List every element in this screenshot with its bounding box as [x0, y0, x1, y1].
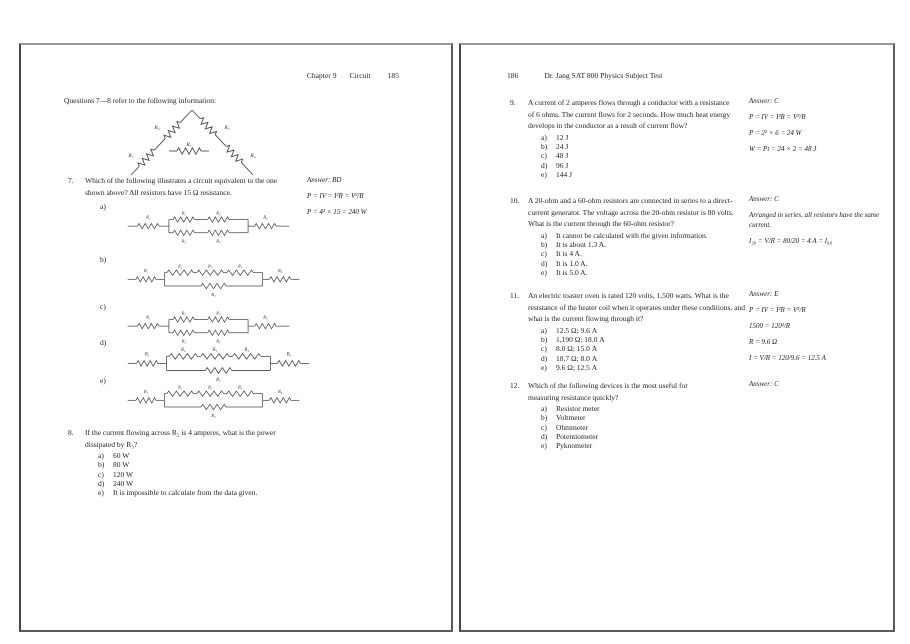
svg-text:R₂: R₂ [180, 348, 186, 354]
option-text: Resistor meter [556, 404, 600, 414]
option-text: Pyknometer [556, 441, 593, 451]
question-text: An electric toaster oven is rated 120 volts, 1,500 watts. What is the resistance of the heater coil when it operates under these conditions, and what is the current flowing through it? [528, 291, 746, 324]
svg-text:R₅: R₅ [211, 412, 216, 418]
option-row [528, 161, 734, 170]
svg-text:R₃: R₃ [207, 384, 213, 390]
option-row [85, 479, 295, 488]
option-letter: b) [541, 335, 548, 345]
option-row [528, 423, 718, 432]
question-text: Which of the following illustrates a circuit equivalent to the one shown above? All resistors have 15 Ω resistance. [85, 176, 278, 197]
circuit-option-b [126, 261, 301, 298]
answer-label: Answer: C [749, 97, 779, 105]
question-text: A 20-ohm and a 60-ohm resistors are connected in series to a direct-current generator. The voltage across the 20-ohm resistor is 80 volts. What is the current through the 60-ohm resistor? [528, 196, 734, 229]
triangle-circuit-figure [117, 105, 267, 183]
option-letter: d) [541, 432, 548, 442]
option-letter-d: d) [100, 338, 107, 347]
svg-text:R₃: R₃ [207, 263, 213, 269]
circuit-option-e [126, 382, 301, 419]
option-letter: a) [541, 325, 547, 335]
answer-q12 [749, 380, 891, 390]
answer-line: Arranged in series, all resistors have the same current. [749, 211, 880, 229]
question-number: 8. [68, 428, 74, 437]
option-row [528, 363, 752, 372]
option-letter-a: a) [100, 202, 106, 211]
svg-text:R₆: R₆ [286, 352, 292, 358]
option-row [528, 240, 736, 249]
option-letter: c) [541, 422, 547, 432]
option-text: It is 4 A. [556, 249, 582, 259]
svg-text:R₂: R₂ [154, 125, 160, 131]
option-letter-b: b) [100, 255, 107, 264]
answer-label: Answer: C [749, 195, 779, 203]
option-letter: a) [541, 404, 547, 414]
section-label: Circuit [349, 71, 371, 80]
option-text: It is 1.0 A. [556, 258, 588, 268]
answer-work [307, 192, 449, 218]
option-text: 8.0 Ω; 15.0 A [556, 344, 598, 354]
svg-text:R₆: R₆ [277, 388, 283, 394]
answer-work [749, 113, 891, 155]
circuit-option-a [126, 208, 291, 244]
option-row [528, 231, 736, 240]
option-row [85, 451, 295, 460]
option-text: Voltmeter [556, 413, 586, 423]
answer-line: P = IV = I²R = V²/R [749, 306, 806, 314]
option-letter: e) [541, 169, 547, 179]
option-row [528, 249, 736, 258]
page-number: 185 [387, 71, 399, 80]
answer-q9 [749, 97, 891, 155]
question-text: Which of the following devices is the most useful for measuring resistance quickly? [528, 381, 688, 402]
option-row [85, 470, 295, 479]
svg-text:R₅: R₅ [216, 238, 221, 244]
svg-text:R₁: R₁ [143, 267, 149, 273]
svg-text:R₂: R₂ [177, 263, 183, 269]
options-list [528, 231, 736, 277]
option-letter: c) [541, 151, 547, 161]
option-letter: c) [541, 249, 547, 259]
option-letter: b) [98, 460, 105, 470]
option-letter: b) [541, 142, 548, 152]
right-page-header [507, 71, 662, 80]
option-text: 120 W [113, 469, 134, 479]
left-page [19, 43, 453, 632]
svg-text:R₆: R₆ [263, 214, 268, 220]
answer-line: W = Pt = 24 × 2 = 48 J [749, 145, 817, 153]
left-page-header [307, 71, 399, 80]
answer-line: P = 4² × 15 = 240 W [307, 208, 367, 216]
circuit-option-d [126, 344, 311, 383]
options-list [528, 404, 718, 450]
right-page [459, 43, 895, 632]
option-letter: c) [98, 469, 104, 479]
option-text: Potentiometer [556, 432, 599, 442]
option-text: 96 J [556, 160, 569, 170]
option-text: 144 J [556, 169, 573, 179]
option-letter: e) [541, 267, 547, 277]
answer-line: R = 9.6 Ω [749, 338, 778, 346]
question-9 [510, 97, 734, 179]
answer-label: Answer: BD [307, 176, 342, 184]
page-number: 186 [507, 71, 519, 80]
option-row [528, 441, 718, 450]
option-row [528, 268, 736, 277]
svg-text:R₄: R₄ [250, 153, 256, 159]
questions-intro: Questions 7—8 refer to the following information: [64, 96, 217, 105]
question-text: A current of 2 amperes flows through a conductor with a resistance of 6 ohms. The current flows for 2 seconds. How much heat energy develops in the conductor as a result of current flow? [528, 98, 731, 131]
svg-text:R₆: R₆ [277, 267, 283, 273]
question-10 [510, 195, 736, 277]
svg-text:R₄: R₄ [237, 384, 243, 390]
svg-text:R₅: R₅ [216, 338, 221, 344]
svg-text:R₃: R₃ [224, 125, 230, 131]
option-letter: a) [98, 451, 104, 461]
question-number: 7. [68, 176, 74, 185]
option-row [528, 326, 752, 335]
option-letter: b) [541, 413, 548, 423]
svg-text:R₂: R₂ [177, 384, 183, 390]
option-letter: d) [98, 479, 105, 489]
option-row [528, 259, 736, 268]
svg-text:R₁: R₁ [143, 388, 149, 394]
option-row [528, 151, 734, 160]
answer-q10 [749, 195, 891, 246]
option-text: 1,190 Ω; 18.0 A [556, 335, 605, 345]
option-row [528, 354, 752, 363]
option-row [528, 133, 734, 142]
answer-line: I = V/R = 120/9.6 = 12.5 A [749, 354, 826, 362]
svg-text:R₂: R₂ [181, 310, 186, 316]
option-row [528, 170, 734, 179]
answer-line: P = 2² × 6 = 24 W [749, 129, 802, 137]
question-12 [510, 380, 718, 451]
option-row [528, 413, 718, 422]
svg-text:R₄: R₄ [181, 238, 186, 244]
svg-text:R₁: R₁ [146, 314, 151, 320]
answer-line: P = IV = I²R = V²/R [307, 192, 364, 200]
svg-text:R₃: R₃ [216, 310, 221, 316]
option-text: It cannot be calculated with the given information. [556, 230, 708, 240]
answer-q11 [749, 290, 891, 364]
answer-line: P = IV = I²R = V²/R [749, 113, 806, 121]
answer-work [749, 306, 891, 364]
option-row [85, 460, 295, 469]
option-row [528, 432, 718, 441]
svg-text:R₂: R₂ [181, 210, 186, 216]
svg-text:R₄: R₄ [244, 348, 250, 354]
option-text: 60 W [113, 451, 130, 461]
circuit-option-c [126, 308, 291, 344]
option-text: 18.7 Ω; 8.0 A [556, 353, 598, 363]
option-text: It is impossible to calculate from the data given. [113, 488, 258, 498]
option-letter: d) [541, 258, 548, 268]
option-letter: d) [541, 160, 548, 170]
option-text: 48 J [556, 151, 569, 161]
question-8 [68, 427, 295, 498]
option-text: 9.6 Ω; 12.5 A [556, 362, 598, 372]
svg-text:R₁: R₁ [128, 153, 134, 159]
svg-text:R₅: R₅ [216, 377, 221, 383]
answer-line: 1500 = 120²/R [749, 322, 791, 330]
svg-text:R₃: R₃ [216, 210, 221, 216]
svg-text:R₁: R₁ [146, 214, 151, 220]
option-text: 12.5 Ω; 9.6 A [556, 325, 598, 335]
svg-text:R₄: R₄ [237, 263, 243, 269]
option-letter: a) [541, 132, 547, 142]
option-letter: c) [541, 344, 547, 354]
option-row [528, 344, 752, 353]
answer-label: Answer: C [749, 380, 779, 388]
option-letter: e) [541, 441, 547, 451]
option-letter: a) [541, 230, 547, 240]
option-letter-e: e) [100, 376, 106, 385]
question-number: 11. [510, 291, 520, 300]
option-letter-c: c) [100, 302, 106, 311]
option-text: It is about 1.3 A. [556, 240, 606, 250]
question-text: If the current flowing across R₂ is 4 amperes, what is the power dissipated by R₃? [85, 428, 276, 449]
question-number: 9. [510, 98, 516, 107]
svg-text:R₃: R₃ [212, 348, 218, 354]
option-row [85, 488, 295, 497]
options-list [528, 326, 752, 372]
book-title: Dr. Jang SAT 800 Physics Subject Test [544, 71, 663, 80]
question-11 [510, 290, 752, 372]
question-number: 12. [510, 381, 520, 390]
option-letter: b) [541, 240, 548, 250]
answer-line: I₂₀ = V/R = 80/20 = 4 A = I₆₀ [749, 236, 833, 245]
options-list [528, 133, 734, 179]
option-row [528, 404, 718, 413]
option-row [528, 142, 734, 151]
answer-label: Answer: E [749, 290, 779, 298]
svg-text:R₆: R₆ [263, 314, 268, 320]
option-text: 80 W [113, 460, 130, 470]
svg-text:R₅: R₅ [186, 142, 192, 148]
option-text: 240 W [113, 479, 134, 489]
svg-text:R₁: R₁ [144, 352, 150, 358]
option-text: It is 5.0 A. [556, 267, 588, 277]
option-text: Ohmmeter [556, 422, 589, 432]
chapter-label: Chapter 9 [306, 71, 337, 80]
option-row [528, 335, 752, 344]
svg-text:R₅: R₅ [211, 291, 216, 297]
options-list [85, 451, 295, 497]
question-number: 10. [510, 196, 520, 205]
answer-work [749, 211, 891, 246]
option-letter: e) [541, 362, 547, 372]
answer-q7 [307, 176, 449, 218]
option-text: 12 J [556, 132, 569, 142]
question-7 [68, 175, 297, 198]
option-text: 24 J [556, 142, 569, 152]
option-letter: d) [541, 353, 548, 363]
option-letter: e) [98, 488, 104, 498]
svg-text:R₄: R₄ [181, 338, 186, 344]
